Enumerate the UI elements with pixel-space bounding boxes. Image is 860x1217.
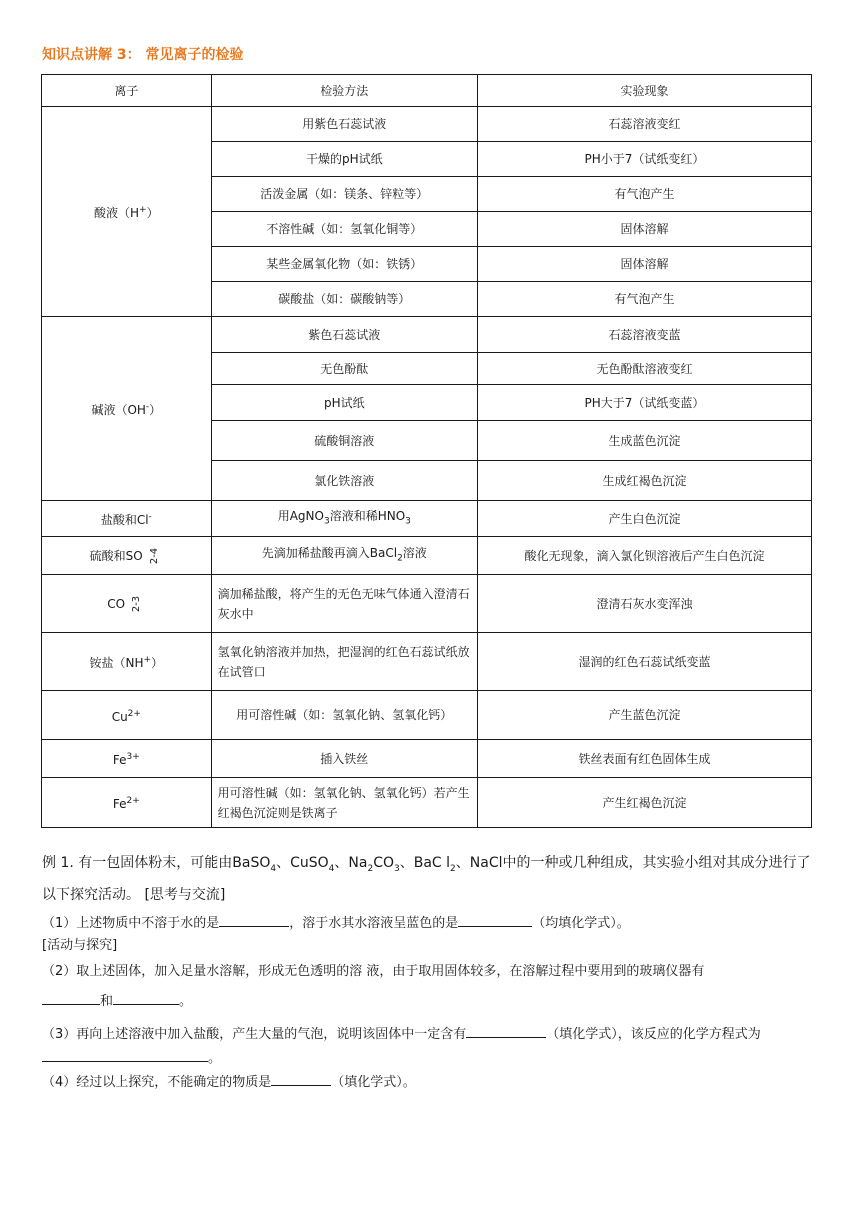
table-row: [42, 740, 812, 778]
header-method: 检验方法: [211, 75, 477, 107]
table-row: [42, 317, 812, 353]
result-cell: 无色酚酞溶液变红: [477, 353, 811, 385]
method-cell: 氯化铁溶液: [211, 461, 477, 501]
example-intro: 例 1. 有一包固体粉末，可能由BaSO$_4$、CuSO$_4$、$Na_2CO_3$、BaC $l_2$、NaCl中的一种或几种组成，其实验小组对其成分进行了以下探究活动。 [思考与交流]: [42, 855, 811, 903]
result-cell: PH小于7（试纸变红）: [477, 142, 811, 177]
result-cell: 生成蓝色沉淀: [477, 421, 811, 461]
answer-blank[interactable]: [219, 912, 289, 927]
table-row: [42, 537, 812, 575]
answer-blank[interactable]: [271, 1071, 331, 1086]
method-cell: 插入铁丝: [211, 740, 477, 778]
ion-cell-copper: $Cu^{2+}$: [42, 691, 212, 740]
method-cell: 活泼金属（如：镁条、锌粒等）: [211, 177, 477, 212]
result-cell: 固体溶解: [477, 212, 811, 247]
ion-cell-carbonate: CO 2-3: [42, 575, 212, 633]
method-cell: 干燥的pH试纸: [211, 142, 477, 177]
ion-cell-acid: 酸液（H+）: [42, 107, 212, 317]
ion-cell-chloride: 盐酸和Cl-: [42, 501, 212, 537]
method-cell: 用可溶性碱（如：氢氧化钠、氢氧化钙）若产生红褐色沉淀则是铁离子: [211, 778, 477, 828]
method-cell: 不溶性碱（如：氢氧化铜等）: [211, 212, 477, 247]
method-cell: 先滴加稀盐酸再滴入BaCl$_2$溶液: [211, 537, 477, 575]
question-2: （2）取上述固体，加入足量水溶解，形成无色透明的溶 液，由于取用固体较多，在溶解过程中要用到的玻璃仪器有 和 。: [42, 963, 705, 1009]
result-cell: 酸化无现象，滴入氯化钡溶液后产生白色沉淀: [477, 537, 811, 575]
answer-blank[interactable]: [458, 912, 532, 927]
method-cell: 滴加稀盐酸，将产生的无色无味气体通入澄清石灰水中: [211, 575, 477, 633]
result-cell: 产生红褐色沉淀: [477, 778, 811, 828]
ion-cell-ammonium: 铵盐（NH+）: [42, 633, 212, 691]
method-cell: 碳酸盐（如：碳酸钠等）: [211, 282, 477, 317]
ion-cell-base: 碱液（OH-）: [42, 317, 212, 501]
result-cell: PH大于7（试纸变蓝）: [477, 385, 811, 421]
table-row: [42, 633, 812, 691]
table-row: [42, 691, 812, 740]
result-cell: 固体溶解: [477, 247, 811, 282]
question-4: （4）经过以上探究，不能确定的物质是 （填化学式）。: [42, 1071, 818, 1094]
result-cell: 石蕊溶液变红: [477, 107, 811, 142]
result-cell: 产生白色沉淀: [477, 501, 811, 537]
activity-label: [活动与探究]: [42, 937, 118, 953]
result-cell: 石蕊溶液变蓝: [477, 317, 811, 353]
method-cell: 用可溶性碱（如：氢氧化钠、氢氧化钙）: [211, 691, 477, 740]
result-cell: 有气泡产生: [477, 177, 811, 212]
method-cell: 氢氧化钠溶液并加热，把湿润的红色石蕊试纸放在试管口: [211, 633, 477, 691]
ion-test-table: [41, 74, 812, 828]
method-cell: 紫色石蕊试液: [211, 317, 477, 353]
table-row: [42, 501, 812, 537]
result-cell: 产生蓝色沉淀: [477, 691, 811, 740]
method-cell: 某些金属氧化物（如：铁锈）: [211, 247, 477, 282]
table-row: [42, 107, 812, 142]
method-cell: 用紫色石蕊试液: [211, 107, 477, 142]
section-heading: 知识点讲解 3： 常见离子的检验: [42, 47, 244, 63]
answer-blank[interactable]: [42, 990, 100, 1005]
header-ion: 离子: [42, 75, 212, 107]
question-3: （3）再向上述溶液中加入盐酸，产生大量的气泡，说明该固体中一定含有 （填化学式），该反应的化学方程式为。: [42, 1023, 818, 1071]
result-cell: 铁丝表面有红色固体生成: [477, 740, 811, 778]
ion-cell-iron2: $Fe^{2+}$: [42, 778, 212, 828]
method-cell: 用AgNO$_3$溶液和稀$HNO_3$: [211, 501, 477, 537]
table-header-row: [42, 75, 812, 107]
result-cell: 澄清石灰水变浑浊: [477, 575, 811, 633]
answer-blank[interactable]: [113, 990, 179, 1005]
method-cell: 硫酸铜溶液: [211, 421, 477, 461]
result-cell: 生成红褐色沉淀: [477, 461, 811, 501]
result-cell: 有气泡产生: [477, 282, 811, 317]
answer-blank[interactable]: [466, 1023, 546, 1038]
answer-blank[interactable]: [42, 1047, 208, 1062]
header-result: 实验现象: [477, 75, 811, 107]
result-cell: 湿润的红色石蕊试纸变蓝: [477, 633, 811, 691]
question-1: （1）上述物质中不溶于水的是 ，溶于水其水溶液呈蓝色的是 （均填化学式）。: [42, 912, 818, 935]
ion-cell-sulfate: 硫酸和SO 2-4: [42, 537, 212, 575]
method-cell: 无色酚酞: [211, 353, 477, 385]
method-cell: pH试纸: [211, 385, 477, 421]
ion-cell-iron3: $Fe^{3+}$: [42, 740, 212, 778]
table-row: [42, 778, 812, 828]
table-row: [42, 575, 812, 633]
example-problem: [42, 850, 818, 1094]
